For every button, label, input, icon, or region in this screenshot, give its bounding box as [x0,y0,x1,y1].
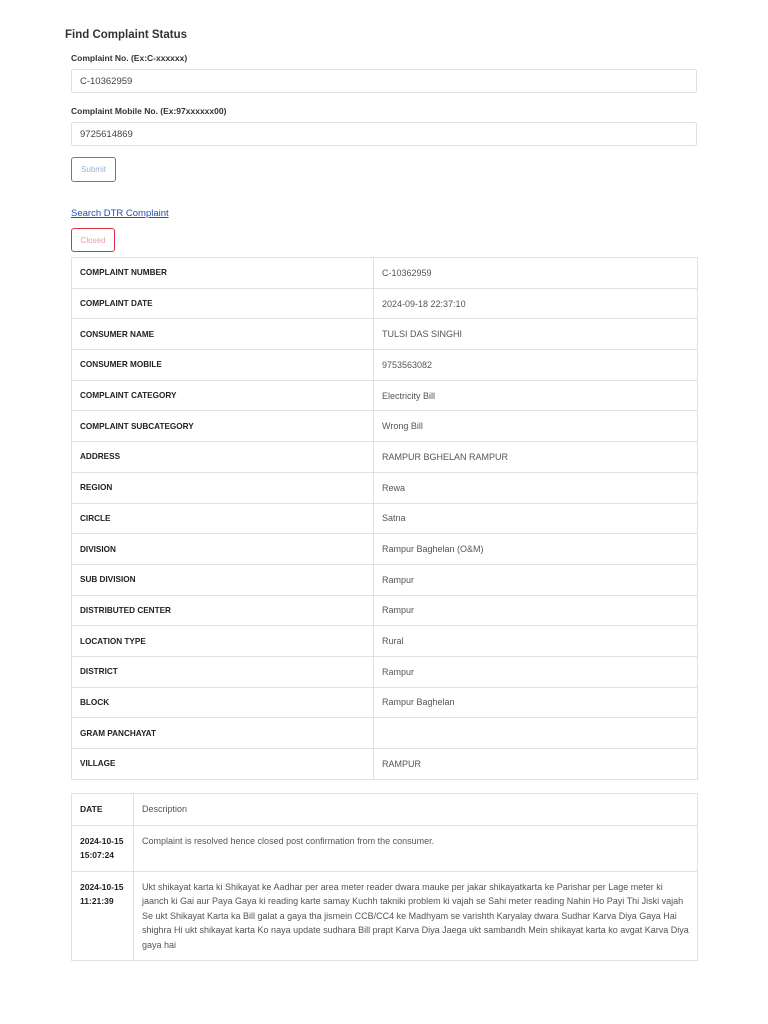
detail-key: CONSUMER MOBILE [72,350,374,381]
detail-value: Wrong Bill [374,411,698,442]
detail-key: REGION [72,472,374,503]
detail-value: RAMPUR [374,749,698,780]
detail-key: COMPLAINT SUBCATEGORY [72,411,374,442]
history-description: Ukt shikayat karta ki Shikayat ke Aadhar per area meter reader dwara mauke per jakar shikayatkarta ke Parishar per Lage meter ki jaanch ki Gai aur Paya Gaya ki reading karte samay Kuchh takniki problem ki vajah se Sahi meter reading Nahin Ho Payi Thi Jiski vajah Se ukt Shikayat Karta ka Bill galat a gaya tha jismein CCB/CC4 ke Madhyam se varishth Karyalay dwara Sudhar Karva Diya Gaya Hai shighra Hi ukt shikayat karta Ko naya update sudhara Bill prapt Karva Diya Jaega ukt sambandh Mein shikayat karta ko avgat Karva Diya gaya hai [134,871,698,961]
history-row [72,871,698,961]
detail-row [72,687,698,718]
detail-row [72,380,698,411]
detail-row [72,472,698,503]
detail-value: TULSI DAS SINGHI [374,319,698,350]
detail-key: BLOCK [72,687,374,718]
detail-row [72,749,698,780]
history-date: 2024-10-15 15:07:24 [72,825,134,871]
complaint-history-table [71,793,698,961]
detail-key: CONSUMER NAME [72,319,374,350]
detail-value: 9753563082 [374,350,698,381]
history-date: 2024-10-15 11:21:39 [72,871,134,961]
history-header-row [72,794,698,826]
detail-key: COMPLAINT DATE [72,288,374,319]
detail-row [72,258,698,289]
page-title: Find Complaint Status [65,29,188,41]
complaint-no-label: Complaint No. (Ex:C-xxxxxx) [71,53,188,63]
detail-value: Rampur [374,595,698,626]
detail-row [72,626,698,657]
detail-key: DIVISION [72,534,374,565]
detail-value: Rewa [374,472,698,503]
detail-value [374,718,698,749]
detail-row [72,718,698,749]
status-badge: Closed [71,228,115,252]
complaint-no-input[interactable] [71,69,697,93]
detail-value: Satna [374,503,698,534]
mobile-no-label: Complaint Mobile No. (Ex:97xxxxxx00) [71,106,227,116]
complaint-details-table [71,257,698,780]
detail-key: VILLAGE [72,749,374,780]
search-dtr-complaint-link[interactable]: Search DTR Complaint [71,208,169,219]
detail-key: COMPLAINT CATEGORY [72,380,374,411]
detail-row [72,564,698,595]
detail-value: Rural [374,626,698,657]
detail-row [72,534,698,565]
detail-row [72,319,698,350]
submit-button[interactable]: Submit [71,157,116,182]
detail-row [72,288,698,319]
detail-value: C-10362959 [374,258,698,289]
detail-value: Rampur Baghelan [374,687,698,718]
detail-value: Electricity Bill [374,380,698,411]
detail-value: RAMPUR BGHELAN RAMPUR [374,442,698,473]
detail-value: 2024-09-18 22:37:10 [374,288,698,319]
detail-value: Rampur [374,656,698,687]
detail-row [72,411,698,442]
detail-row [72,350,698,381]
detail-key: CIRCLE [72,503,374,534]
history-date-header: DATE [72,794,134,826]
history-description: Complaint is resolved hence closed post confirmation from the consumer. [134,825,698,871]
detail-value: Rampur Baghelan (O&M) [374,534,698,565]
detail-row [72,503,698,534]
detail-key: SUB DIVISION [72,564,374,595]
detail-key: DISTRICT [72,656,374,687]
detail-key: COMPLAINT NUMBER [72,258,374,289]
detail-key: ADDRESS [72,442,374,473]
detail-key: DISTRIBUTED CENTER [72,595,374,626]
mobile-no-input[interactable] [71,122,697,146]
detail-row [72,595,698,626]
detail-key: LOCATION TYPE [72,626,374,657]
detail-row [72,656,698,687]
detail-value: Rampur [374,564,698,595]
history-row [72,825,698,871]
detail-row [72,442,698,473]
detail-key: GRAM PANCHAYAT [72,718,374,749]
history-description-header: Description [134,794,698,826]
